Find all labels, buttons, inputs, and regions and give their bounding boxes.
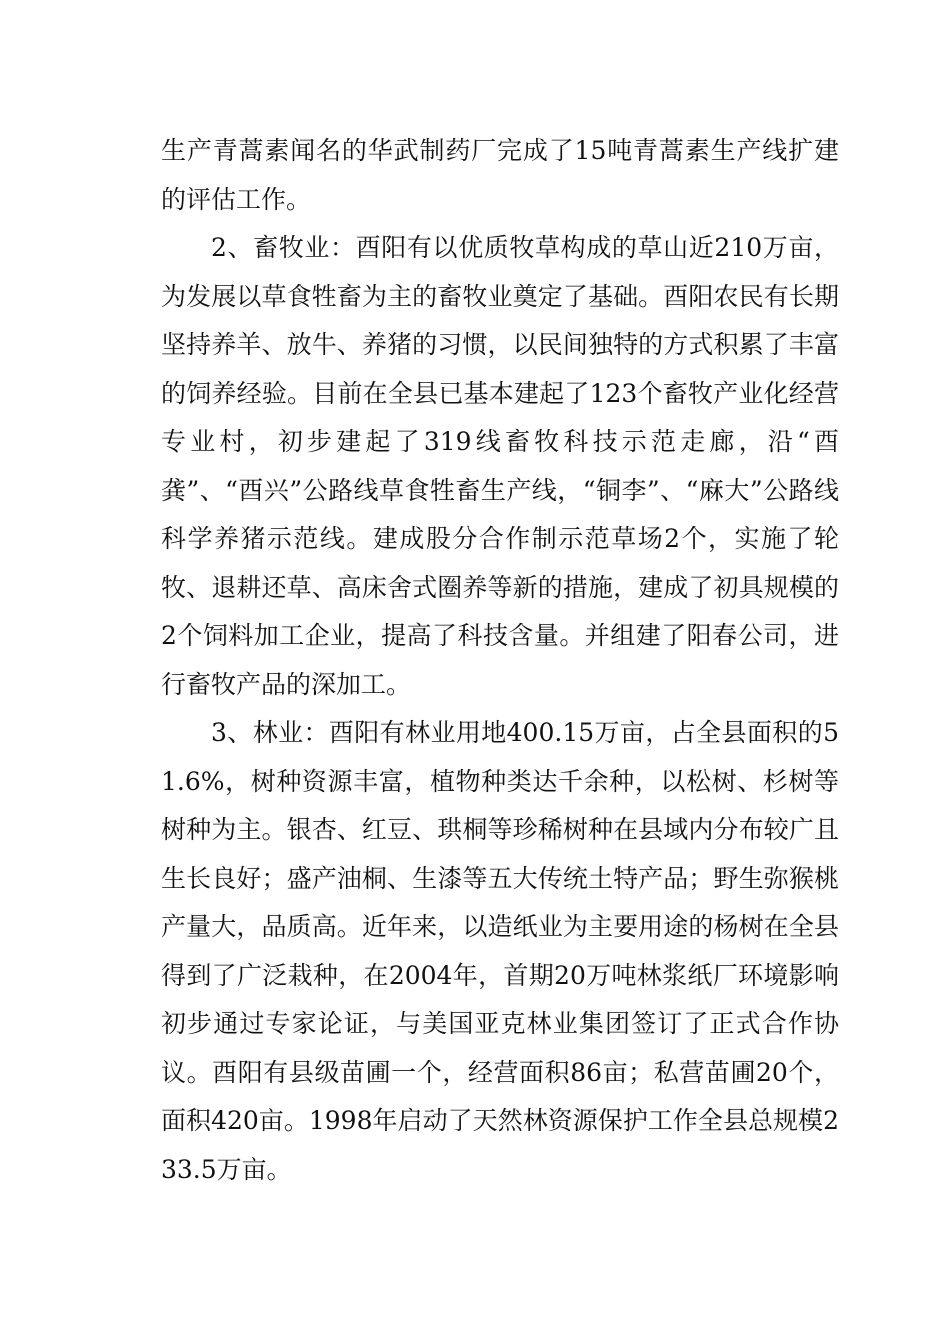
paragraph-continuation: 生产青蒿素闻名的华武制药厂完成了15吨青蒿素生产线扩建的评估工作。 <box>161 136 839 214</box>
paragraph-animal-husbandry: 2、畜牧业：酉阳有以优质牧草构成的草山近210万亩，为发展以草食牲畜为主的畜牧业奠定了基础。酉阳农民有长期坚持养羊、放牛、养猪的习惯，以民间独特的方式积累了丰富的饲养经验。目前在全县已基本建起了123个畜牧产业化经营专业村，初步建起了319线畜牧科技示范走廊，沿“酉龚”、“酉兴”公路线草食牲畜生产线，“铜李”、“麻大”公路线科学养猪示范线。建成股分合作制示范草场2个，实施了轮牧、退耕还草、高床舍式圈养等新的措施，建成了初具规模的2个饲料加工企业，提高了科技含量。并组建了阳春公司，进行畜牧产品的深加工。 <box>161 233 839 699</box>
document-body <box>161 127 839 1194</box>
paragraph-forestry: 3、林业：酉阳有林业用地400.15万亩，占全县面积的51.6%，树种资源丰富，植物种类达千余种，以松树、杉树等树种为主。银杏、红豆、珙桐等珍稀树种在县域内分布较广且生长良好；盛产油桐、生漆等五大传统土特产品；野生弥猴桃产量大，品质高。近年来，以造纸业为主要用途的杨树在全县得到了广泛栽种，在2004年，首期20万吨林浆纸厂环境影响初步通过专家论证，与美国亚克林业集团签订了正式合作协议。酉阳有县级苗圃一个，经营面积86亩；私营苗圃20个，面积420亩。1998年启动了天然林资源保护工作全县总规模233.5万亩。 <box>161 718 839 1184</box>
